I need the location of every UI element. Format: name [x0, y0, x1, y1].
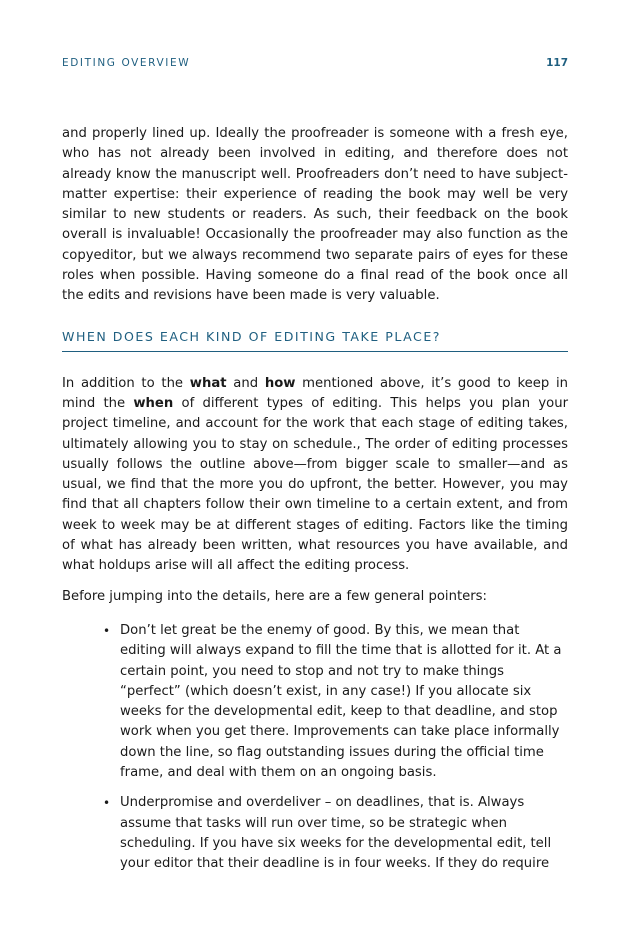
paragraph-pointers-intro: Before jumping into the details, here are a few general pointers: [62, 588, 487, 604]
paragraph-proofreader: and properly lined up. Ideally the proofreader is someone with a fresh eye, who has not already been involved in editing, and therefore does not already know the manuscript well. Proofreaders don’t need to have subject-matter expertise: their experience of reading the book may well be very similar to new students or readers. As such, their feedback on the book overall is invaluable! Occasionally the proofreader may also function as the copyeditor, but we always recommend two separate pairs of eyes for these roles when possible. Having someone do a final read of the book once all the edits and revisions have been made is very valuable. [62, 126, 568, 304]
p2-text-1: In addition to the [62, 375, 190, 391]
bullet-icon: • [103, 796, 111, 811]
list-item [103, 793, 568, 874]
paragraph-when-editing [62, 374, 568, 577]
p2-bold-when: when [133, 395, 174, 411]
p2-text-2: and [226, 375, 265, 391]
p2-text-3: mentioned above, it’s good to keep in mind the [62, 375, 568, 411]
running-head [62, 56, 568, 70]
running-title: EDITING OVERVIEW [62, 57, 191, 69]
page-number: 117 [546, 57, 568, 69]
page-body [62, 124, 568, 885]
list-item-text: Don’t let great be the enemy of good. By this, we mean that editing will always expand to fill the time that is allotted for it. At a certain point, you need to stop and not try to make things “perfect” (which doesn’t exist, in any case!) If you allocate six weeks for the developmental edit, keep to that deadline, and stop work when you get there. Improvements can take place informally down the line, so flag outstanding issues during the official time frame, and deal with them on an ongoing basis. [120, 622, 562, 781]
p2-bold-how: how [264, 375, 296, 391]
p2-bold-what: what [189, 375, 227, 391]
section-heading: WHEN DOES EACH KIND OF EDITING TAKE PLACE? [62, 329, 568, 352]
list-item-text: Underpromise and overdeliver – on deadlines, that is. Always assume that tasks will run over time, so be strategic when scheduling. If you have six weeks for the developmental edit, tell your editor that their deadline is in four weeks. If they do require [120, 795, 552, 872]
p2-text-4: of different types of editing. This helps you plan your project timeline, and account for the work that each stage of editing takes, ultimately allowing you to stay on schedule., The order of editing processes usually follows the outline above—from bigger scale to smaller—and as usual, we find that the more you do upfront, the better. However, you may find that all chapters follow their own timeline to a certain extent, and from week to week may be at different stages of editing. Factors like the timing of what has already been written, what resources you have available, and what holdups arise will all affect the editing process. [62, 395, 568, 574]
pointer-list [62, 621, 568, 875]
list-item [103, 621, 568, 783]
bullet-icon: • [103, 623, 111, 638]
